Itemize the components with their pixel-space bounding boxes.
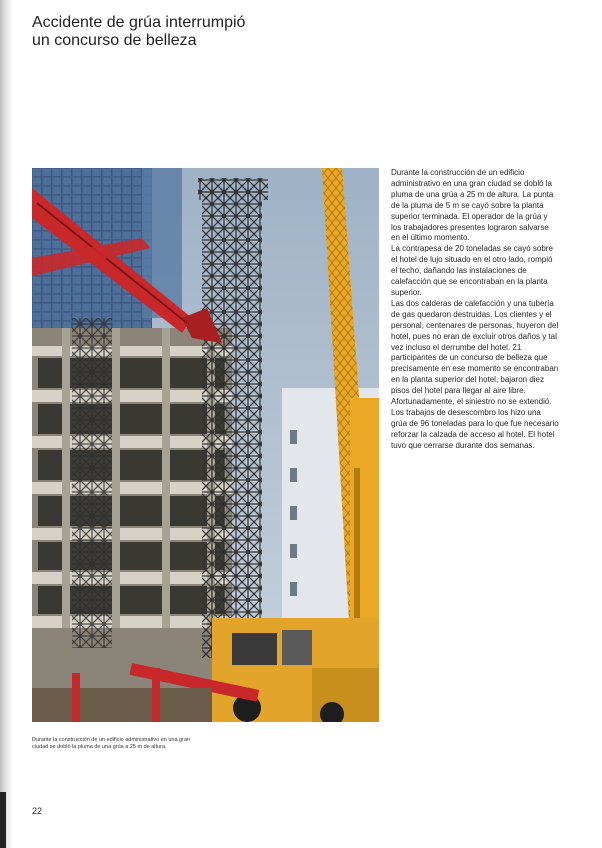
article-paragraph-3: Las dos calderas de calefacción y una tubería de gas quedaron destruidas. Los clientes y el personal, centenares de personas, huyeron del hotel, pues no eran de excluir otros daños y tal vez incluso el derrumbe del hotel. 21 participantes de un concurso de belleza que precisamente en ese momento se encontraban en la planta superior del hotel, bajaron diez pisos del hotel para llegar al aire libre. Afortunadamente, el siniestro no se extendió. Los trabajos de desescombro los hizo una grúa de 96 toneladas para lo que fue necesario reforzar la calzada de acceso al hotel. El hotel tuvo que cerrarse durante dos semanas.	[391, 298, 559, 450]
article-body	[391, 168, 559, 452]
page-edge-mark	[0, 792, 6, 848]
page-title-line-1: Accidente de grúa interrumpió	[32, 14, 246, 31]
crane-accident-photo	[32, 168, 379, 722]
article-paragraph-2: La contrapesa de 20 toneladas se cayó sobre el hotel de lujo situado en el otro lado, rompió el techo, dañando las instalaciones de calefacción que se encontraban en la planta superior.	[391, 244, 553, 297]
photo-caption: Durante la construcción de un edificio administrativo en una gran ciudad se dobló la pluma de una grúa a 25 m de altura.	[32, 737, 191, 751]
page-title	[32, 14, 362, 50]
binding-shadow	[0, 0, 14, 848]
article-paragraph-1: Durante la construcción de un edificio administrativo en una gran ciudad se dobló la pluma de una grúa a 25 m de altura. La punta de la pluma de 5 m se cayó sobre la planta superior terminada. El operador de la grúa y los trabajadores presentes lograron salvarse en el último momento.	[391, 168, 554, 243]
crane-accident-illustration	[32, 168, 379, 722]
page-number: 22	[32, 806, 43, 816]
page-title-line-2: un concurso de belleza	[32, 32, 197, 49]
